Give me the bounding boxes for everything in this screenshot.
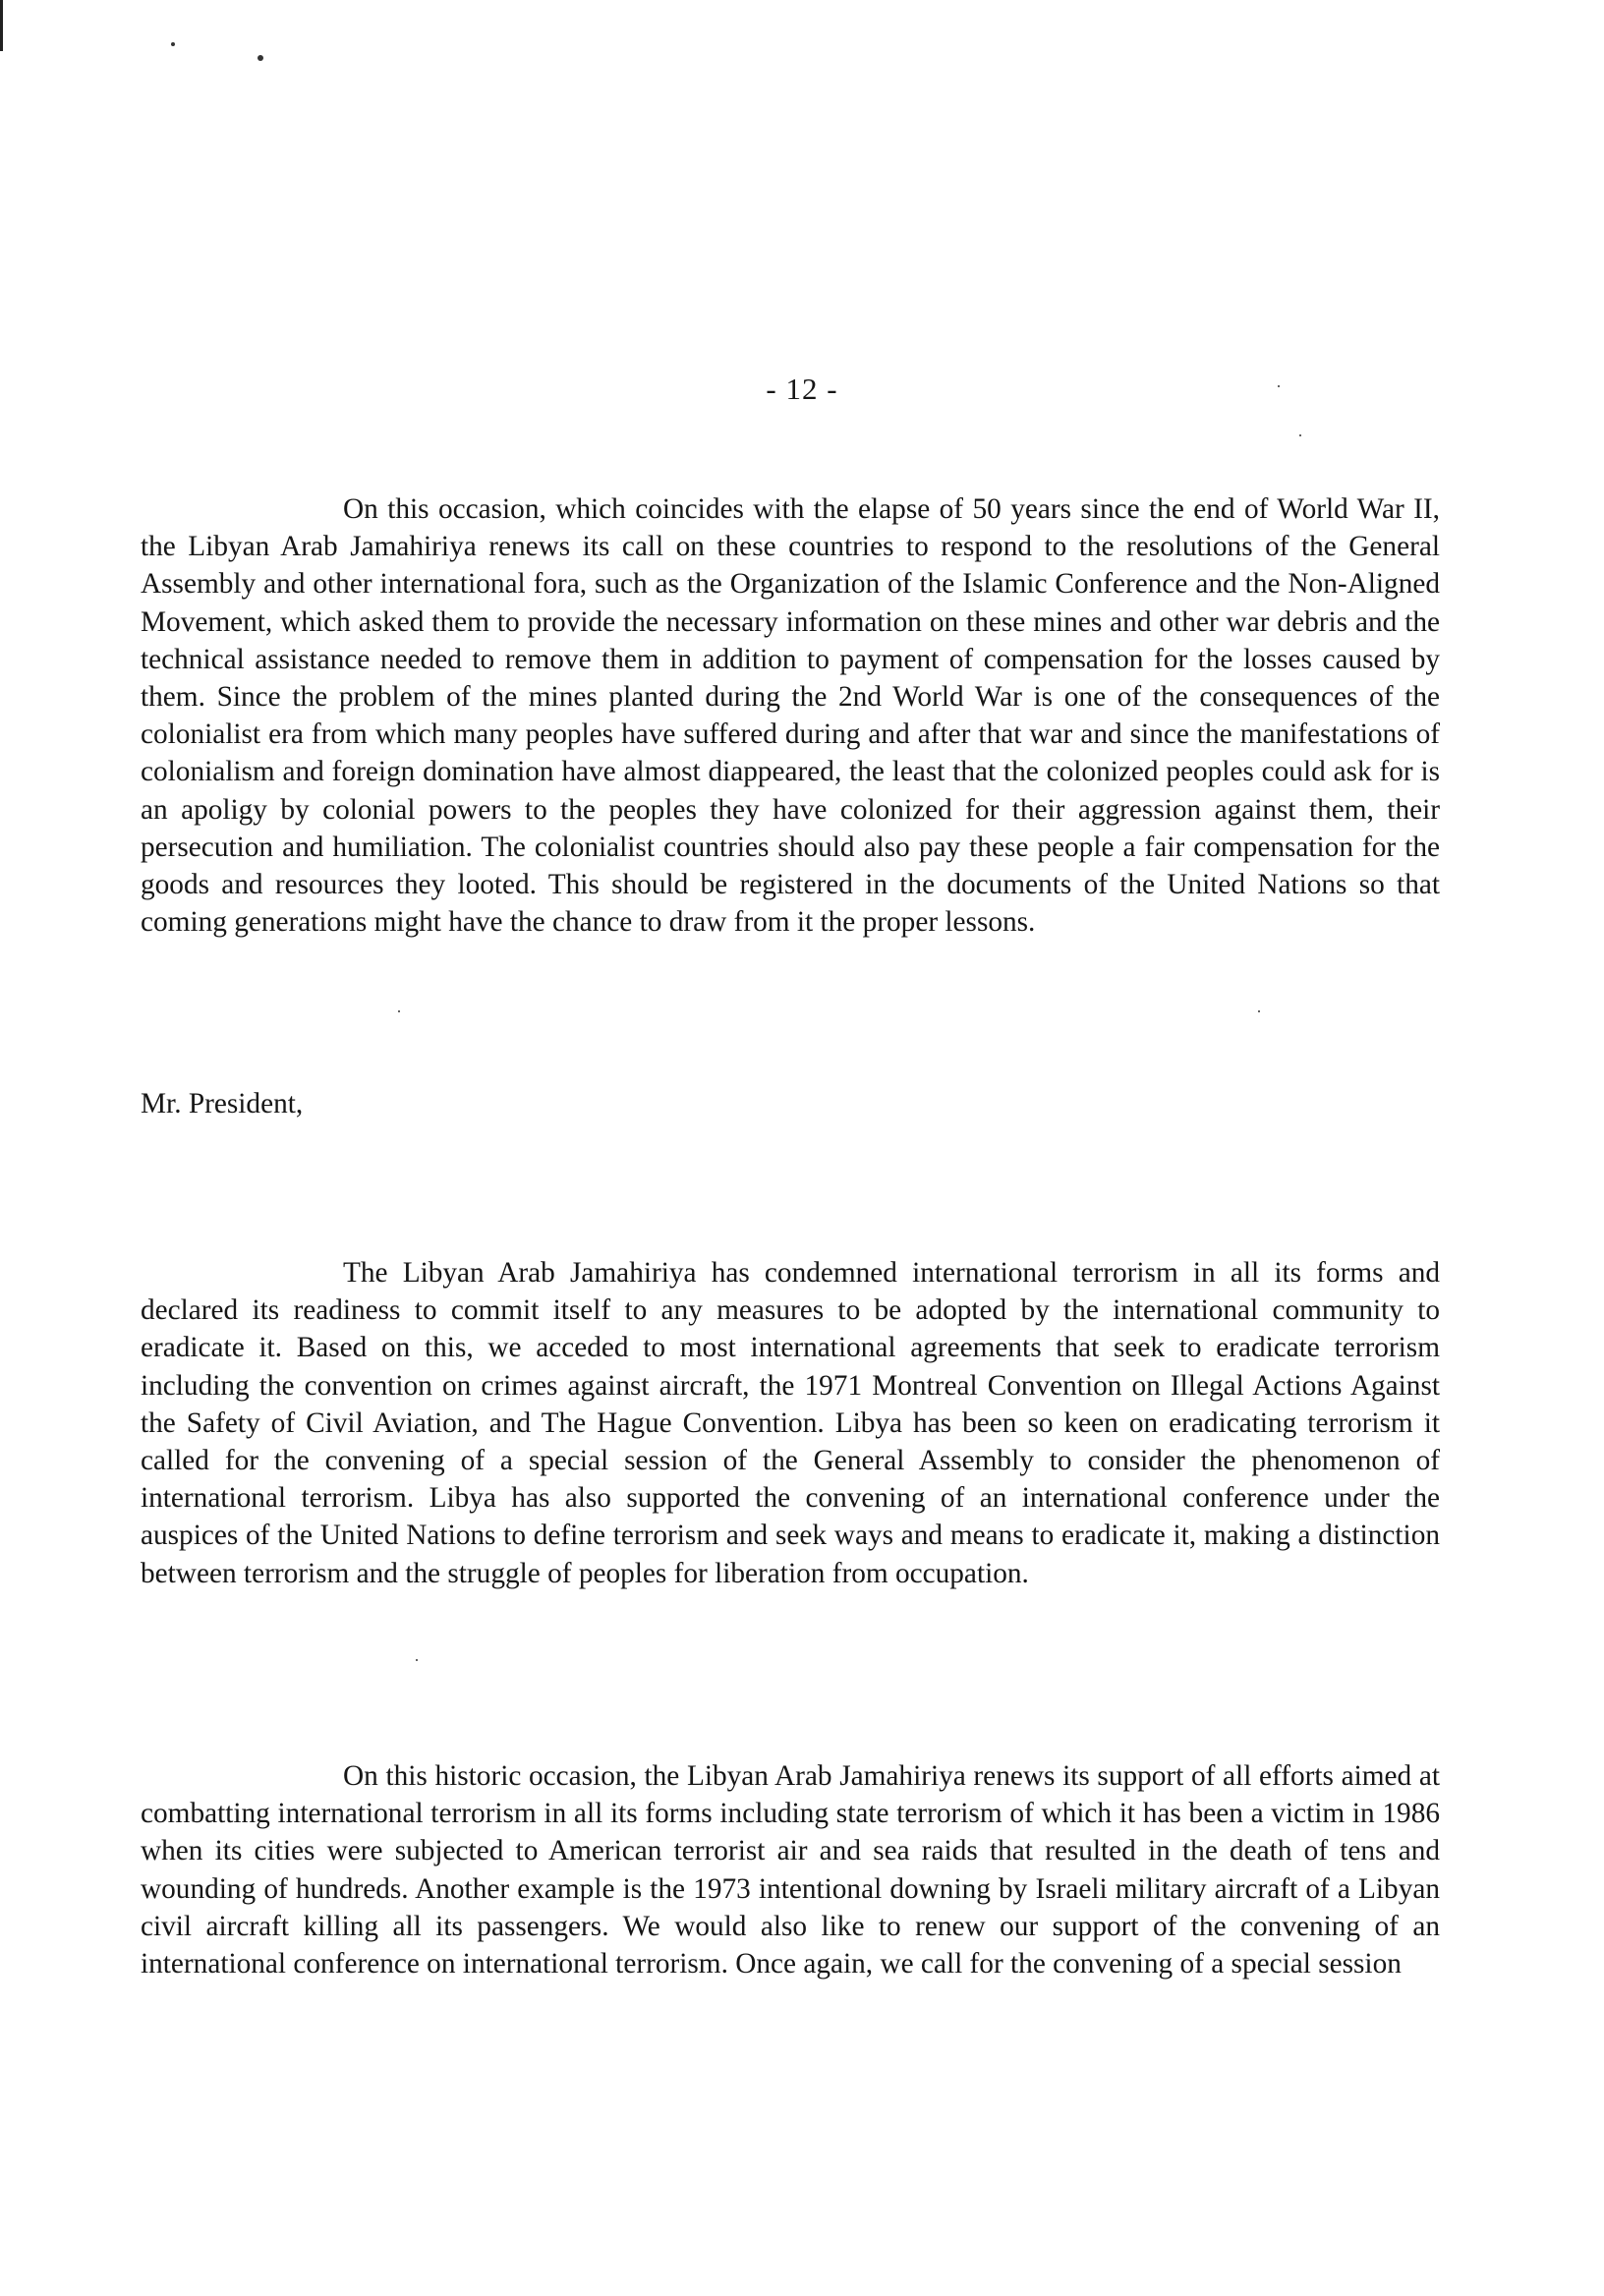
scan-speck xyxy=(416,1659,418,1661)
scan-speck xyxy=(1258,1010,1260,1012)
scan-speck xyxy=(171,42,175,46)
scan-edge-mark xyxy=(0,0,3,51)
paragraph-historic-occasion: On this historic occasion, the Libyan Arab Jamahiriya renews its support of all efforts aimed at combatting international terrorism in all its forms including state terrorism of which it has been a victim in 1986 when its cities were subjected to American terrorist air and sea raids that resulted in the death of tens and wounding of hundreds. Another example is the 1973 intentional downing by Israeli military aircraft of a Libyan civil aircraft killing all its passengers. We would also like to renew our support of the convening of an international conference on international terrorism. Once again, we call for the convening of a special session xyxy=(141,1760,1440,1980)
scan-speck xyxy=(258,55,263,61)
scan-speck xyxy=(398,1010,400,1012)
paragraph-terrorism-condemnation: The Libyan Arab Jamahiriya has condemned international terrorism in all its forms and declared its readiness to commit itself to any measures to be adopted by the international community to eradicate it. Based on this, we acceded to most international agreements that seek to eradicate terrorism including the convention on crimes against aircraft, the 1971 Montreal Convention on Illegal Actions Against the Safety of Civil Aviation, and The Hague Convention. Libya has been so keen on eradicating terrorism it called for the convening of a special session of the General Assembly to consider the phenomenon of international terrorism. Libya has also supported the convening of an international conference under the auspices of the United Nations to define terrorism and seek ways and means to eradicate it, making a distinction between terrorism and the struggle of peoples for liberation from occupation. xyxy=(141,1257,1440,1589)
salutation: Mr. President, xyxy=(141,1088,304,1119)
paragraph-mines-compensation: On this occasion, which coincides with the elapse of 50 years since the end of World War II, the Libyan Arab Jamahiriya renews its call on these countries to respond to the resolutions of the General Assembly and other international fora, such as the Organization of the Islamic Conference and the Non-Aligned Movement, which asked them to provide the necessary information on these mines and other war debris and the technical assistance needed to remove them in addition to payment of compensation for the losses caused by them. Since the problem of the mines planted during the 2nd World War is one of the consequences of the colonialist era from which many peoples have suffered during and after that war and since the manifestations of colonialism and foreign domination have almost diappeared, the least that the colonized peoples could ask for is an apoligy by colonial powers to the peoples they have colonized for their aggression against them, their persecution and humiliation. The colonialist countries should also pay these people a fair compensation for the goods and resources they looted. This should be registered in the documents of the United Nations so that coming generations might have the chance to draw from it the proper lessons. xyxy=(141,493,1440,939)
scan-speck xyxy=(1299,434,1301,436)
page-number: - 12 - xyxy=(766,372,838,406)
